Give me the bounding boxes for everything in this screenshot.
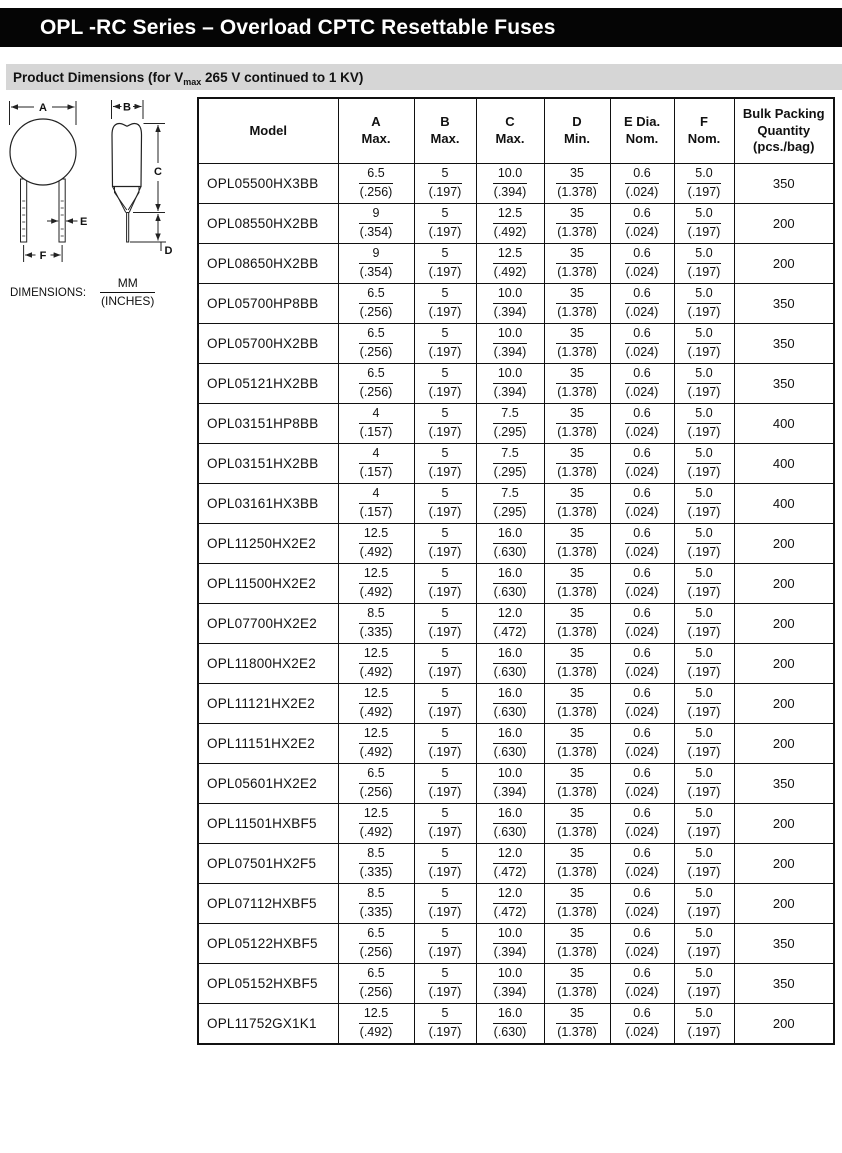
dim-b-cell: $\frac{5}{(.197)}$: [414, 644, 476, 684]
dim-c-cell: $\frac{12.0}{(.472)}$: [476, 884, 544, 924]
dim-d-cell: $\frac{35}{(1.378)}$: [544, 404, 610, 444]
dim-f-cell: $\frac{5.0}{(.197)}$: [674, 324, 734, 364]
table-row: [198, 204, 834, 244]
fuse-front-view: [10, 101, 88, 262]
model-cell: OPL05601HX2E2: [198, 764, 338, 804]
qty-cell: 350: [734, 364, 834, 404]
dim-c-cell: $\frac{12.0}{(.472)}$: [476, 844, 544, 884]
dim-b-cell: $\frac{5}{(.197)}$: [414, 924, 476, 964]
table-row: [198, 724, 834, 764]
dim-b-cell: $\frac{5}{(.197)}$: [414, 164, 476, 204]
qty-cell: 400: [734, 484, 834, 524]
dim-d-cell: $\frac{35}{(1.378)}$: [544, 724, 610, 764]
dim-b-cell: $\frac{5}{(.197)}$: [414, 404, 476, 444]
dim-label-c: C: [154, 166, 162, 178]
qty-cell: 400: [734, 404, 834, 444]
table-row: [198, 1004, 834, 1045]
dim-f-cell: $\frac{5.0}{(.197)}$: [674, 964, 734, 1004]
table-row: [198, 324, 834, 364]
table-row: [198, 884, 834, 924]
product-dimensions-table: [197, 97, 835, 1045]
model-cell: OPL03151HP8BB: [198, 404, 338, 444]
qty-cell: 200: [734, 244, 834, 284]
dim-a-cell: $\frac{12.5}{(.492)}$: [338, 804, 414, 844]
model-cell: OPL03151HX2BB: [198, 444, 338, 484]
dim-a-cell: $\frac{12.5}{(.492)}$: [338, 564, 414, 604]
product-dimension-diagram: [0, 95, 197, 270]
table-row: [198, 964, 834, 1004]
dim-e-cell: $\frac{0.6}{(.024)}$: [610, 244, 674, 284]
qty-cell: 400: [734, 444, 834, 484]
dim-a-cell: $\frac{4}{(.157)}$: [338, 484, 414, 524]
qty-cell: 350: [734, 964, 834, 1004]
table-row: [198, 284, 834, 324]
qty-cell: 350: [734, 324, 834, 364]
dim-c-cell: $\frac{16.0}{(.630)}$: [476, 564, 544, 604]
model-cell: OPL05700HX2BB: [198, 324, 338, 364]
dim-b-cell: $\frac{5}{(.197)}$: [414, 684, 476, 724]
model-cell: OPL07112HXBF5: [198, 884, 338, 924]
model-cell: OPL07700HX2E2: [198, 604, 338, 644]
col-header-b: B Max.: [414, 98, 476, 164]
dim-e-cell: $\frac{0.6}{(.024)}$: [610, 564, 674, 604]
dim-d-cell: $\frac{35}{(1.378)}$: [544, 1004, 610, 1045]
dim-a-cell: $\frac{12.5}{(.492)}$: [338, 644, 414, 684]
dim-d-cell: $\frac{35}{(1.378)}$: [544, 524, 610, 564]
model-cell: OPL11501HXBF5: [198, 804, 338, 844]
dim-a-cell: $\frac{6.5}{(.256)}$: [338, 324, 414, 364]
dim-a-cell: $\frac{9}{(.354)}$: [338, 244, 414, 284]
dim-label-e: E: [80, 216, 88, 228]
dim-c-cell: $\frac{10.0}{(.394)}$: [476, 364, 544, 404]
dim-b-cell: $\frac{5}{(.197)}$: [414, 1004, 476, 1045]
table-row: [198, 764, 834, 804]
model-cell: OPL11250HX2E2: [198, 524, 338, 564]
dim-label-a: A: [39, 102, 47, 114]
dim-c-cell: $\frac{10.0}{(.394)}$: [476, 324, 544, 364]
dim-d-cell: $\frac{35}{(1.378)}$: [544, 444, 610, 484]
dimensions-caption: [10, 276, 155, 309]
dim-f-cell: $\frac{5.0}{(.197)}$: [674, 644, 734, 684]
dim-f-cell: $\frac{5.0}{(.197)}$: [674, 484, 734, 524]
dim-c-cell: $\frac{12.5}{(.492)}$: [476, 204, 544, 244]
qty-cell: 350: [734, 284, 834, 324]
dim-c-cell: $\frac{7.5}{(.295)}$: [476, 444, 544, 484]
table-row: [198, 564, 834, 604]
dim-e-cell: $\frac{0.6}{(.024)}$: [610, 484, 674, 524]
qty-cell: 200: [734, 884, 834, 924]
qty-cell: 200: [734, 604, 834, 644]
units-inches: (INCHES): [101, 294, 155, 308]
model-cell: OPL11121HX2E2: [198, 684, 338, 724]
dim-a-cell: $\frac{6.5}{(.256)}$: [338, 364, 414, 404]
dim-c-cell: $\frac{16.0}{(.630)}$: [476, 684, 544, 724]
table-row: [198, 444, 834, 484]
model-cell: OPL11752GX1K1: [198, 1004, 338, 1045]
dim-e-cell: $\frac{0.6}{(.024)}$: [610, 884, 674, 924]
dim-e-cell: $\frac{0.6}{(.024)}$: [610, 404, 674, 444]
dim-d-cell: $\frac{35}{(1.378)}$: [544, 604, 610, 644]
dim-d-cell: $\frac{35}{(1.378)}$: [544, 324, 610, 364]
col-header-model: Model: [198, 98, 338, 164]
model-cell: OPL05500HX3BB: [198, 164, 338, 204]
qty-cell: 200: [734, 804, 834, 844]
dim-b-cell: $\frac{5}{(.197)}$: [414, 204, 476, 244]
dim-b-cell: $\frac{5}{(.197)}$: [414, 524, 476, 564]
dim-c-cell: $\frac{16.0}{(.630)}$: [476, 1004, 544, 1045]
table-row: [198, 844, 834, 884]
dim-label-f: F: [39, 250, 47, 262]
dim-b-cell: $\frac{5}{(.197)}$: [414, 244, 476, 284]
qty-cell: 200: [734, 684, 834, 724]
dim-a-cell: $\frac{4}{(.157)}$: [338, 404, 414, 444]
dim-c-cell: $\frac{16.0}{(.630)}$: [476, 804, 544, 844]
table-header-row: [198, 98, 834, 164]
dim-f-cell: $\frac{5.0}{(.197)}$: [674, 244, 734, 284]
dim-c-cell: $\frac{12.0}{(.472)}$: [476, 604, 544, 644]
dim-b-cell: $\frac{5}{(.197)}$: [414, 724, 476, 764]
qty-cell: 200: [734, 644, 834, 684]
table-row: [198, 924, 834, 964]
dim-f-cell: $\frac{5.0}{(.197)}$: [674, 284, 734, 324]
dim-b-cell: $\frac{5}{(.197)}$: [414, 444, 476, 484]
col-header-f: F Nom.: [674, 98, 734, 164]
dim-e-cell: $\frac{0.6}{(.024)}$: [610, 964, 674, 1004]
qty-cell: 350: [734, 764, 834, 804]
dim-d-cell: $\frac{35}{(1.378)}$: [544, 244, 610, 284]
dim-b-cell: $\frac{5}{(.197)}$: [414, 324, 476, 364]
table-row: [198, 364, 834, 404]
dim-e-cell: $\frac{0.6}{(.024)}$: [610, 1004, 674, 1045]
dim-d-cell: $\frac{35}{(1.378)}$: [544, 164, 610, 204]
dim-f-cell: $\frac{5.0}{(.197)}$: [674, 684, 734, 724]
dim-f-cell: $\frac{5.0}{(.197)}$: [674, 884, 734, 924]
page-title-bar: [0, 8, 842, 47]
dim-b-cell: $\frac{5}{(.197)}$: [414, 604, 476, 644]
page-title: OPL -RC Series – Overload CPTC Resettable Fuses: [40, 15, 556, 39]
dim-a-cell: $\frac{12.5}{(.492)}$: [338, 684, 414, 724]
dim-f-cell: $\frac{5.0}{(.197)}$: [674, 924, 734, 964]
table-row: [198, 404, 834, 444]
dim-b-cell: $\frac{5}{(.197)}$: [414, 764, 476, 804]
dim-a-cell: $\frac{12.5}{(.492)}$: [338, 524, 414, 564]
dim-e-cell: $\frac{0.6}{(.024)}$: [610, 164, 674, 204]
dim-d-cell: $\frac{35}{(1.378)}$: [544, 204, 610, 244]
model-cell: OPL07501HX2F5: [198, 844, 338, 884]
dim-label-d: D: [164, 245, 173, 257]
dim-f-cell: $\frac{5.0}{(.197)}$: [674, 524, 734, 564]
dim-a-cell: $\frac{8.5}{(.335)}$: [338, 884, 414, 924]
vmax-subscript: max: [183, 76, 202, 87]
dim-c-cell: $\frac{7.5}{(.295)}$: [476, 484, 544, 524]
dim-f-cell: $\frac{5.0}{(.197)}$: [674, 164, 734, 204]
dim-d-cell: $\frac{35}{(1.378)}$: [544, 884, 610, 924]
dim-a-cell: $\frac{4}{(.157)}$: [338, 444, 414, 484]
units-fraction: [100, 276, 155, 309]
dim-d-cell: $\frac{35}{(1.378)}$: [544, 924, 610, 964]
dim-c-cell: $\frac{10.0}{(.394)}$: [476, 284, 544, 324]
dim-a-cell: $\frac{12.5}{(.492)}$: [338, 1004, 414, 1045]
model-cell: OPL05122HXBF5: [198, 924, 338, 964]
dim-e-cell: $\frac{0.6}{(.024)}$: [610, 924, 674, 964]
model-cell: OPL08650HX2BB: [198, 244, 338, 284]
dim-d-cell: $\frac{35}{(1.378)}$: [544, 364, 610, 404]
qty-cell: 200: [734, 844, 834, 884]
dim-a-cell: $\frac{6.5}{(.256)}$: [338, 924, 414, 964]
dim-c-cell: $\frac{10.0}{(.394)}$: [476, 924, 544, 964]
dim-f-cell: $\frac{5.0}{(.197)}$: [674, 364, 734, 404]
dim-f-cell: $\frac{5.0}{(.197)}$: [674, 564, 734, 604]
col-header-c: C Max.: [476, 98, 544, 164]
dim-d-cell: $\frac{35}{(1.378)}$: [544, 484, 610, 524]
table-row: [198, 684, 834, 724]
dim-f-cell: $\frac{5.0}{(.197)}$: [674, 204, 734, 244]
col-header-a: A Max.: [338, 98, 414, 164]
dim-d-cell: $\frac{35}{(1.378)}$: [544, 804, 610, 844]
dim-f-cell: $\frac{5.0}{(.197)}$: [674, 724, 734, 764]
dim-d-cell: $\frac{35}{(1.378)}$: [544, 764, 610, 804]
dim-e-cell: $\frac{0.6}{(.024)}$: [610, 284, 674, 324]
dim-e-cell: $\frac{0.6}{(.024)}$: [610, 324, 674, 364]
dim-c-cell: $\frac{7.5}{(.295)}$: [476, 404, 544, 444]
dim-b-cell: $\frac{5}{(.197)}$: [414, 964, 476, 1004]
dim-e-cell: $\frac{0.6}{(.024)}$: [610, 804, 674, 844]
dim-e-cell: $\frac{0.6}{(.024)}$: [610, 644, 674, 684]
dim-f-cell: $\frac{5.0}{(.197)}$: [674, 1004, 734, 1045]
table-row: [198, 644, 834, 684]
dim-c-cell: $\frac{12.5}{(.492)}$: [476, 244, 544, 284]
fuse-side-view: [112, 100, 173, 257]
dim-c-cell: $\frac{16.0}{(.630)}$: [476, 524, 544, 564]
dim-c-cell: $\frac{10.0}{(.394)}$: [476, 764, 544, 804]
qty-cell: 200: [734, 204, 834, 244]
model-cell: OPL03161HX3BB: [198, 484, 338, 524]
dim-b-cell: $\frac{5}{(.197)}$: [414, 884, 476, 924]
dim-c-cell: $\frac{10.0}{(.394)}$: [476, 164, 544, 204]
dim-e-cell: $\frac{0.6}{(.024)}$: [610, 364, 674, 404]
dim-a-cell: $\frac{9}{(.354)}$: [338, 204, 414, 244]
dim-a-cell: $\frac{6.5}{(.256)}$: [338, 284, 414, 324]
dim-b-cell: $\frac{5}{(.197)}$: [414, 844, 476, 884]
table-row: [198, 604, 834, 644]
dimensions-caption-label: DIMENSIONS:: [10, 286, 87, 299]
dim-e-cell: $\frac{0.6}{(.024)}$: [610, 524, 674, 564]
col-header-d: D Min.: [544, 98, 610, 164]
dim-a-cell: $\frac{12.5}{(.492)}$: [338, 724, 414, 764]
table-body: [198, 164, 834, 1045]
dim-a-cell: $\frac{8.5}{(.335)}$: [338, 604, 414, 644]
dim-a-cell: $\frac{6.5}{(.256)}$: [338, 964, 414, 1004]
dim-e-cell: $\frac{0.6}{(.024)}$: [610, 604, 674, 644]
dim-f-cell: $\frac{5.0}{(.197)}$: [674, 844, 734, 884]
dim-d-cell: $\frac{35}{(1.378)}$: [544, 644, 610, 684]
dim-f-cell: $\frac{5.0}{(.197)}$: [674, 404, 734, 444]
dim-b-cell: $\frac{5}{(.197)}$: [414, 484, 476, 524]
table-row: [198, 484, 834, 524]
table-row: [198, 524, 834, 564]
dim-e-cell: $\frac{0.6}{(.024)}$: [610, 204, 674, 244]
model-cell: OPL05152HXBF5: [198, 964, 338, 1004]
dim-c-cell: $\frac{16.0}{(.630)}$: [476, 724, 544, 764]
model-cell: OPL11151HX2E2: [198, 724, 338, 764]
dim-e-cell: $\frac{0.6}{(.024)}$: [610, 444, 674, 484]
section-heading: Product Dimensions (for $V_{max}$ 265 V continued to 1 KV): [13, 69, 364, 87]
dim-a-cell: $\frac{8.5}{(.335)}$: [338, 844, 414, 884]
model-cell: OPL08550HX2BB: [198, 204, 338, 244]
dim-f-cell: $\frac{5.0}{(.197)}$: [674, 604, 734, 644]
dim-e-cell: $\frac{0.6}{(.024)}$: [610, 684, 674, 724]
dim-d-cell: $\frac{35}{(1.378)}$: [544, 564, 610, 604]
table-row: [198, 164, 834, 204]
dim-e-cell: $\frac{0.6}{(.024)}$: [610, 764, 674, 804]
model-cell: OPL11800HX2E2: [198, 644, 338, 684]
dim-c-cell: $\frac{16.0}{(.630)}$: [476, 644, 544, 684]
dim-b-cell: $\frac{5}{(.197)}$: [414, 364, 476, 404]
qty-cell: 200: [734, 724, 834, 764]
qty-cell: 350: [734, 924, 834, 964]
qty-cell: 200: [734, 564, 834, 604]
table-row: [198, 804, 834, 844]
dim-d-cell: $\frac{35}{(1.378)}$: [544, 684, 610, 724]
dim-b-cell: $\frac{5}{(.197)}$: [414, 804, 476, 844]
table-row: [198, 244, 834, 284]
section-heading-bar: [6, 64, 842, 90]
dim-a-cell: $\frac{6.5}{(.256)}$: [338, 164, 414, 204]
units-mm: MM: [100, 276, 155, 293]
qty-cell: 200: [734, 524, 834, 564]
dim-f-cell: $\frac{5.0}{(.197)}$: [674, 804, 734, 844]
model-cell: OPL05121HX2BB: [198, 364, 338, 404]
dim-e-cell: $\frac{0.6}{(.024)}$: [610, 844, 674, 884]
dim-d-cell: $\frac{35}{(1.378)}$: [544, 844, 610, 884]
dim-e-cell: $\frac{0.6}{(.024)}$: [610, 724, 674, 764]
col-header-qty: Bulk Packing Quantity (pcs./bag): [734, 98, 834, 164]
dim-label-b: B: [123, 101, 131, 114]
dim-d-cell: $\frac{35}{(1.378)}$: [544, 284, 610, 324]
model-cell: OPL11500HX2E2: [198, 564, 338, 604]
dim-f-cell: $\frac{5.0}{(.197)}$: [674, 764, 734, 804]
dim-f-cell: $\frac{5.0}{(.197)}$: [674, 444, 734, 484]
qty-cell: 350: [734, 164, 834, 204]
dim-a-cell: $\frac{6.5}{(.256)}$: [338, 764, 414, 804]
dim-d-cell: $\frac{35}{(1.378)}$: [544, 964, 610, 1004]
dim-c-cell: $\frac{10.0}{(.394)}$: [476, 964, 544, 1004]
dim-b-cell: $\frac{5}{(.197)}$: [414, 564, 476, 604]
qty-cell: 200: [734, 1004, 834, 1045]
dim-b-cell: $\frac{5}{(.197)}$: [414, 284, 476, 324]
model-cell: OPL05700HP8BB: [198, 284, 338, 324]
col-header-e: E Dia. Nom.: [610, 98, 674, 164]
table-header: [198, 98, 834, 164]
